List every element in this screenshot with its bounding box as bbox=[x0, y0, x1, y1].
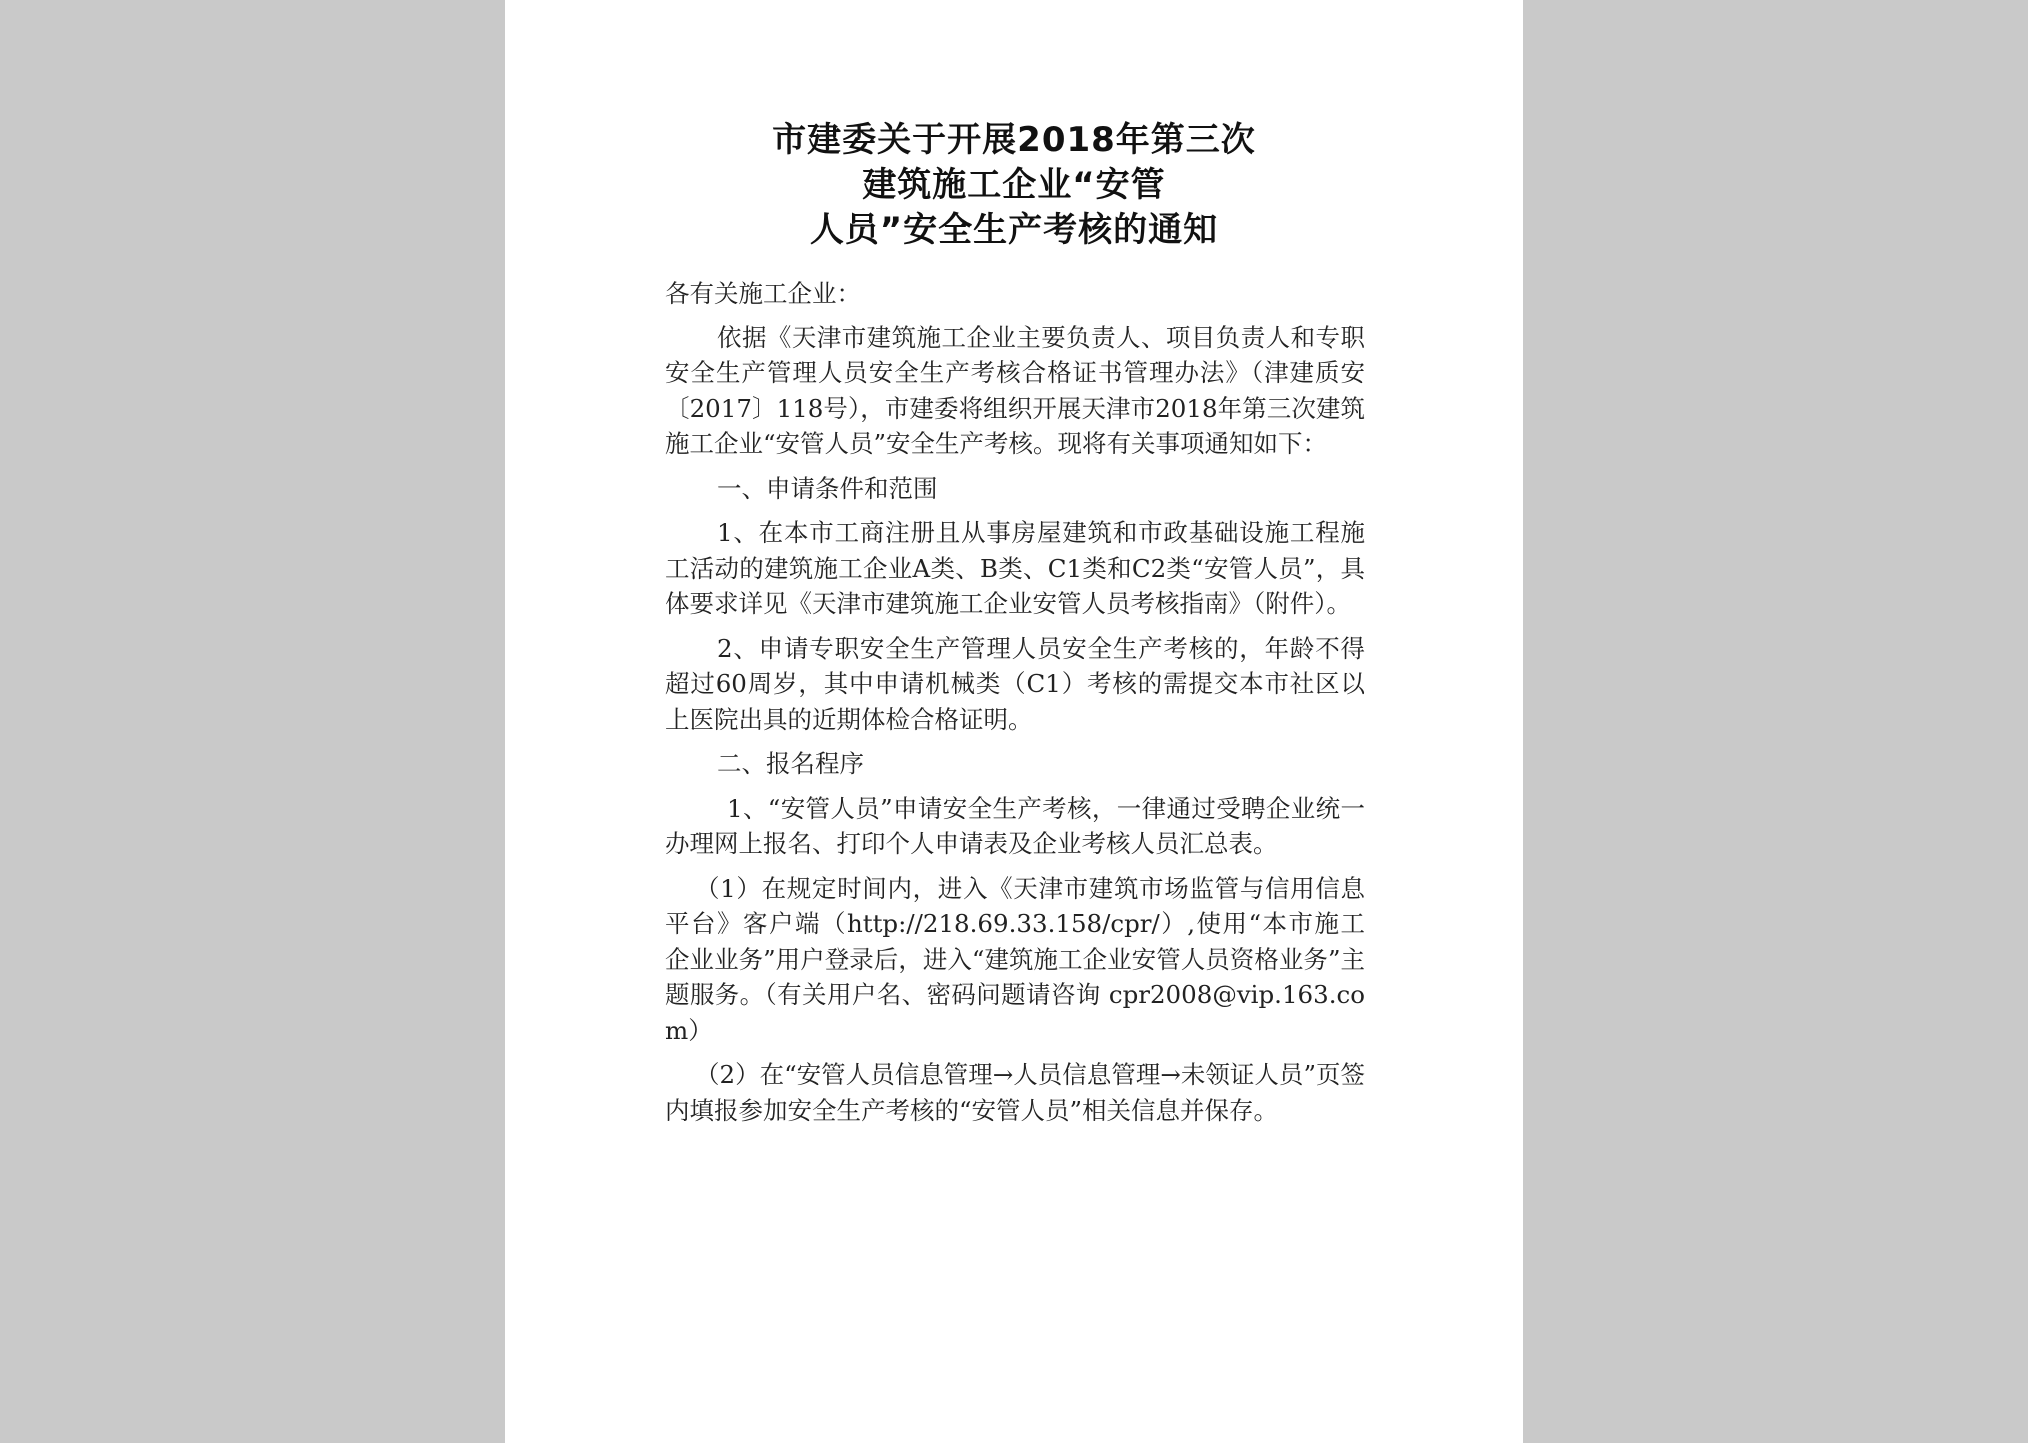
section-2-sub-2: （2）在“安管人员信息管理→人员信息管理→未领证人员”页签内填报参加安全生产考核的“安管人员”相关信息并保存。 bbox=[665, 1060, 1365, 1125]
title-line-3: 人员”安全生产考核的通知 bbox=[809, 210, 1219, 250]
intro-paragraph: 依据《天津市建筑施工企业主要负责人、项目负责人和专职安全生产管理人员安全生产考核合格证书管理办法》（津建质安〔2017〕118号），市建委将组织开展天津市2018年第三次建筑施工企业“安管人员”安全生产考核。现将有关事项通知如下： bbox=[665, 322, 1365, 458]
document-body bbox=[665, 276, 1365, 1137]
section-2-sub-1: （1）在规定时间内，进入《天津市建筑市场监管与信用信息平台》客户端（http://218.69.33.158/cpr/）,使用“本市施工企业业务”用户登录后，进入“建筑施工企业安管人员资格业务”主题服务。（有关用户名、密码问题请咨询 cpr2008@vip.163.com） bbox=[665, 873, 1365, 1045]
section-2-item-1: 1、“安管人员”申请安全生产考核，一律通过受聘企业统一办理网上报名、打印个人申请表及企业考核人员汇总表。 bbox=[665, 793, 1365, 858]
document-title bbox=[505, 118, 1523, 253]
section-2-heading: 二、报名程序 bbox=[717, 749, 864, 778]
section-1-item-2: 2、申请专职安全生产管理人员安全生产考核的，年龄不得超过60周岁，其中申请机械类（C1）考核的需提交本市社区以上医院出具的近期体检合格证明。 bbox=[665, 633, 1365, 734]
section-1-heading: 一、申请条件和范围 bbox=[717, 473, 938, 503]
salutation: 各有关施工企业： bbox=[665, 279, 861, 308]
section-1-item-1: 1、在本市工商注册且从事房屋建筑和市政基础设施工程施工活动的建筑施工企业A类、B类、C1类和C2类“安管人员”，具体要求详见《天津市建筑施工企业安管人员考核指南》（附件）。 bbox=[665, 518, 1365, 618]
title-line-2: 建筑施工企业“安管 bbox=[862, 165, 1166, 205]
document-page bbox=[505, 0, 1523, 1443]
title-line-1: 市建委关于开展2018年第三次 bbox=[772, 120, 1256, 160]
